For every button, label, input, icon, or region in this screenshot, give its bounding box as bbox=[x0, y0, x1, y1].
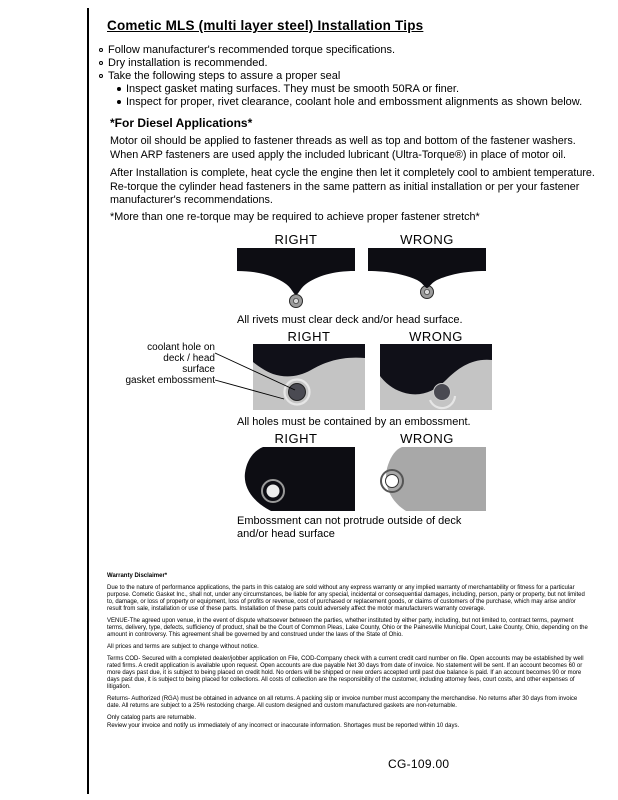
gasket-embossment-callout: gasket embossment bbox=[125, 375, 215, 386]
legal-paragraph: Only catalog parts are returnable. bbox=[107, 715, 197, 721]
row3-right-label: RIGHT bbox=[274, 431, 318, 446]
list-item bbox=[117, 96, 604, 109]
bullet-marker-icon bbox=[99, 74, 103, 78]
legal-paragraph: Terms COD- Secured with a completed dealer/jobber application on File, COD-Company check with a current credit card number on file. Open accounts may be established by well rated firms. A credit application is available upon request. Open accounts are due payable Net 30 days from date of invoice. No statement will be sent. If an account becomes 60 or more days past due, it is subject to being placed on credit hold. No orders will be shipped or new orders accepted until past due balance is paid. If an account becomes 90 or more days past due, it is subject to being placed for collections. All costs of collection are the responsibility of the customer, including attorney fees, court costs, and other expenses of litigation. bbox=[107, 656, 584, 690]
tips-list bbox=[99, 44, 604, 109]
embossment-wrong-diagram bbox=[368, 447, 486, 511]
coolant-hole-wrong-diagram bbox=[380, 344, 492, 410]
bullet-marker-icon bbox=[99, 61, 103, 65]
coolant-hole-callout: coolant hole on deck / head surface bbox=[147, 342, 215, 375]
row1-caption: All rivets must clear deck and/or head surface. bbox=[237, 314, 463, 326]
row2-wrong-label: WRONG bbox=[409, 329, 463, 344]
legal-paragraph: Returns- Authorized (RGA) must be obtained in advance on all returns. A packing slip or invoice number must accompany the merchandise. No returns after 30 days from invoice date. All returns are subject to a 25% restocking charge. All custom designed and custom manufactured gaskets are non-returnable. bbox=[107, 696, 578, 709]
legal-paragraph: Review your invoice and notify us immediately of any incorrect or inaccurate information. Shortages must be reported within 10 days. bbox=[107, 723, 460, 729]
diesel-paragraph-2: After Installation is complete, heat cycle the engine then let it completely cool to ambient temperature. Re-torque the cylinder head fasteners in the same pattern as initial installation or per your fastener manufacturer's recommendations. bbox=[110, 167, 595, 206]
legal-paragraph: Due to the nature of performance applications, the parts in this catalog are sold without any express warranty or any implied warranty of merchantability or fitness for a particular purpose. Cometic Gasket Inc., shall not, under any circumstances, be liable for any special, incidental or consequential damages, including, person, party or property, but not limited to, damage, or loss of property or equipment, loss of profits or revenue, cost of purchased or replacement goods, or claims of customers of the purchase, which may arise and/or result from sale, installation or use of these parts. Installation of these parts could adversely affect the motor manufacturers warranty coverage. bbox=[107, 585, 585, 612]
bullet-marker-icon bbox=[117, 87, 121, 91]
tip-text: Take the following steps to assure a proper seal bbox=[108, 70, 341, 82]
list-item bbox=[99, 57, 604, 70]
legal-paragraph: All prices and terms are subject to change without notice. bbox=[107, 644, 259, 650]
row3-wrong-label: WRONG bbox=[400, 431, 454, 446]
bullet-marker-icon bbox=[99, 48, 103, 52]
bullet-marker-icon bbox=[117, 100, 121, 104]
retorque-note: *More than one re-torque may be required to achieve proper fastener stretch* bbox=[110, 211, 480, 223]
list-item bbox=[117, 83, 604, 96]
rivet-wrong-diagram bbox=[368, 248, 486, 310]
rivet-right-diagram bbox=[237, 248, 355, 310]
row2-right-label: RIGHT bbox=[287, 329, 331, 344]
tip-text: Inspect for proper, rivet clearance, coolant hole and embossment alignments as shown below. bbox=[126, 96, 583, 108]
warranty-disclaimer-heading: Warranty Disclaimer* bbox=[107, 573, 168, 579]
row1-wrong-label: WRONG bbox=[400, 232, 454, 247]
tip-text: Follow manufacturer's recommended torque specifications. bbox=[108, 44, 396, 56]
row2-caption: All holes must be contained by an embossment. bbox=[237, 416, 471, 428]
page-border-rule bbox=[87, 8, 89, 794]
page-code: CG-109.00 bbox=[388, 757, 450, 771]
embossment-right-diagram bbox=[237, 447, 355, 511]
diesel-paragraph-1: Motor oil should be applied to fastener threads as well as top and bottom of the fastener washers. When ARP fasteners are used apply the included lubricant (Ultra-Torque®) in place of motor oil. bbox=[110, 135, 576, 161]
list-item bbox=[99, 44, 604, 57]
row3-caption: Embossment can not protrude outside of deck and/or head surface bbox=[237, 515, 462, 540]
diesel-heading: *For Diesel Applications* bbox=[110, 116, 253, 130]
row1-right-label: RIGHT bbox=[274, 232, 318, 247]
tip-text: Dry installation is recommended. bbox=[108, 57, 268, 69]
legal-section bbox=[107, 573, 591, 735]
page-title: Cometic MLS (multi layer steel) Installation Tips bbox=[107, 18, 424, 33]
tip-text: Inspect gasket mating surfaces. They must be smooth 50RA or finer. bbox=[126, 83, 460, 95]
list-item bbox=[99, 70, 604, 83]
coolant-hole-right-diagram bbox=[253, 344, 365, 410]
legal-paragraph: VENUE-The agreed upon venue, in the event of dispute whatsoever between the parties, whether instituted by either party, including, but not limited to, contract terms, payment terms, delivery, type, defects, sufficiency of product, shall be the Court of Common Pleas, Lake County, Ohio or the Painesville Municipal Court, Lake County, Ohio, depending on the amount in controversy. This agreement shall be governed by and construed under the laws of the State of Ohio. bbox=[107, 618, 588, 638]
